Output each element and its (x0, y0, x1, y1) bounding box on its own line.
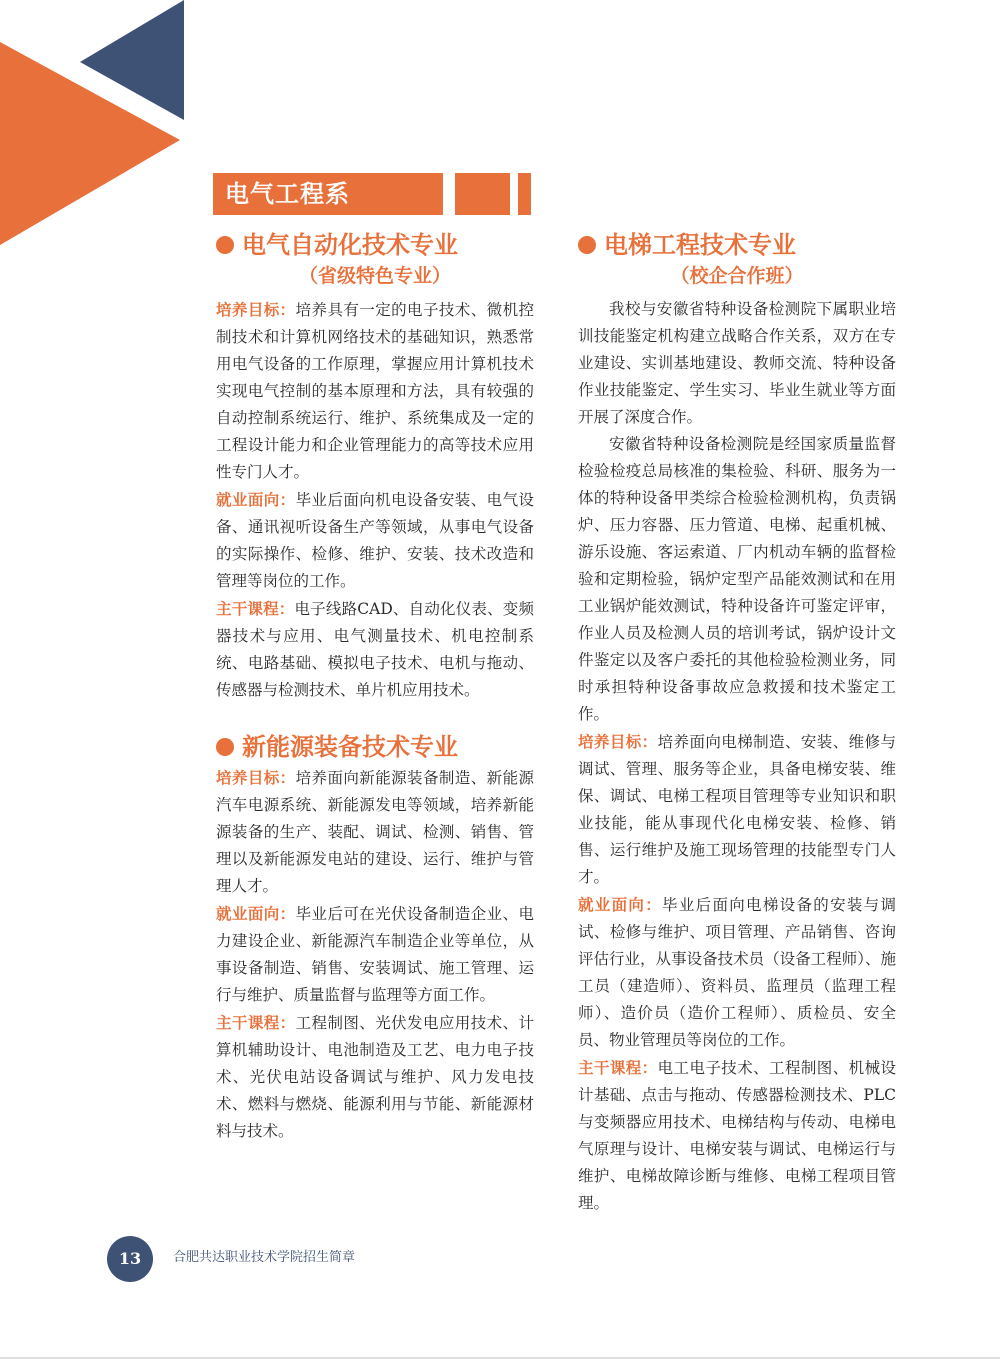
major-title (578, 228, 896, 262)
right-column (578, 228, 896, 1217)
goal-text: 培养面向新能源装备制造、新能源汽车电源系统、新能源发电等领域，培养新能源装备的生产、装配、调试、检测、销售、管理以及新能源发电站的建设、运行、维护与管理人才。 (216, 769, 534, 895)
goal-paragraph (216, 296, 534, 486)
job-paragraph (216, 486, 534, 595)
major-subtitle: （校企合作班） (670, 265, 804, 287)
job-paragraph (578, 891, 896, 1054)
job-text: 毕业后面向机电设备安装、电气设备、通讯视听设备生产等领域，从事电气设备的实际操作、检修、维护、安装、技术改造和管理等岗位的工作。 (216, 491, 534, 590)
page-number: 13 (107, 1236, 153, 1282)
course-text: 电工电子技术、工程制图、机械设计基础、点击与拖动、传感器检测技术、PLC与变频器应用技术、电梯结构与传动、电梯电气原理与设计、电梯安装与调试、电梯运行与维护、电梯故障诊断与维修、电梯工程项目管理。 (578, 1059, 896, 1212)
decorative-triangles (0, 0, 190, 260)
header-block (455, 173, 510, 215)
goal-text: 培养面向电梯制造、安装、维修与调试、管理、服务等企业，具备电梯安装、维保、调试、电梯工程项目管理等专业知识和职业技能，能从事现代化电梯安装、检修、销售、运行维护及施工现场管理的技能型专门人才。 (578, 733, 896, 886)
left-column (216, 228, 534, 1145)
major-title-text: 电气自动化技术专业 (242, 230, 458, 259)
course-label: 主干课程： (578, 1058, 658, 1077)
bullet-icon (216, 738, 234, 756)
goal-paragraph (578, 728, 896, 891)
job-label: 就业面向： (578, 895, 663, 914)
major-title (216, 228, 534, 262)
intro-paragraph: 安徽省特种设备检测院是经国家质量监督检验检疫总局核准的集检验、科研、服务为一体的特种设备甲类综合检验检测机构，负责锅炉、压力容器、压力管道、电梯、起重机械、游乐设施、客运索道、厂内机动车辆的监督检验和定期检验，锅炉定型产品能效测试和在用工业锅炉能效测试，特种设备许可鉴定评审，作业人员及检测人员的培训考试，锅炉设计文件鉴定以及客户委托的其他检验检测业务，同时承担特种设备事故应急救援和技术鉴定工作。 (578, 435, 896, 723)
course-paragraph (216, 1009, 534, 1145)
bullet-icon (216, 236, 234, 254)
goal-paragraph (216, 764, 534, 900)
department-header (213, 173, 523, 215)
major-title (216, 730, 534, 764)
major-subtitle: （省级特色专业） (298, 265, 451, 287)
job-text: 毕业后可在光伏设备制造企业、电力建设企业、新能源汽车制造企业等单位，从事设备制造、销售、安装调试、施工管理、运行与维护、质量监督与监理等方面工作。 (216, 905, 534, 1004)
intro-paragraph: 我校与安徽省特种设备检测院下属职业培训技能鉴定机构建立战略合作关系，双方在专业建设、实训基地建设、教师交流、特种设备作业技能鉴定、学生实习、毕业生就业等方面开展了深度合作。 (578, 300, 896, 426)
goal-label: 培养目标： (578, 732, 658, 751)
bullet-icon (578, 236, 596, 254)
job-label: 就业面向： (216, 490, 296, 509)
course-text: 工程制图、光伏发电应用技术、计算机辅助设计、电池制造及工艺、电力电子技术、光伏电站设备调试与维护、风力发电技术、燃料与燃烧、能源利用与节能、新能源材料与技术。 (216, 1014, 534, 1140)
course-paragraph (216, 595, 534, 704)
bottom-divider (0, 1357, 1000, 1359)
department-title: 电气工程系 (213, 173, 443, 215)
course-label: 主干课程： (216, 1013, 296, 1032)
job-label: 就业面向： (216, 904, 296, 923)
course-text: 电子线路CAD、自动化仪表、变频器技术与应用、电气测量技术、机电控制系统、电路基础、模拟电子技术、电机与拖动、传感器与检测技术、单片机应用技术。 (216, 600, 534, 699)
goal-text: 培养具有一定的电子技术、微机控制技术和计算机网络技术的基础知识，熟悉常用电气设备的工作原理，掌握应用计算机技术实现电气控制的基本原理和方法，具有较强的自动控制系统运行、维护、系统集成及一定的工程设计能力和企业管理能力的高等技术应用性专门人才。 (216, 301, 534, 481)
course-label: 主干课程： (216, 599, 295, 618)
course-paragraph (578, 1054, 896, 1217)
job-text: 毕业后面向电梯设备的安装与调试、检修与维护、项目管理、产品销售、咨询评估行业，从事设备技术员（设备工程师）、施工员（建造师）、资料员、监理员（监理工程师）、造价员（造价工程师）、质检员、安全员、物业管理员等岗位的工作。 (578, 896, 896, 1049)
goal-label: 培养目标： (216, 300, 296, 319)
major-title-text: 新能源装备技术专业 (242, 732, 458, 761)
major-title-text: 电梯工程技术专业 (604, 230, 796, 259)
job-paragraph (216, 900, 534, 1009)
goal-label: 培养目标： (216, 768, 296, 787)
header-block-thin (518, 173, 531, 215)
publication-title: 合肥共达职业技术学院招生简章 (173, 1250, 356, 1265)
